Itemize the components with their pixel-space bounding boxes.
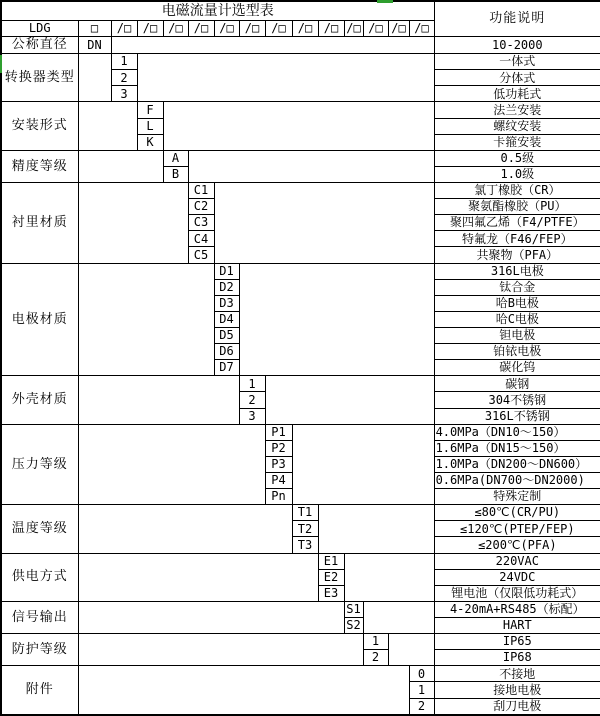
- code-cell: T3: [292, 537, 318, 553]
- code-cell: 1: [111, 54, 137, 70]
- description-cell: 特氟龙（F46/FEP）: [434, 231, 600, 247]
- code-box: /□: [409, 20, 434, 36]
- code-cell: D5: [214, 328, 239, 344]
- description-cell: 0.6MPa(DN700～DN2000): [434, 472, 600, 488]
- description-cell: 刮刀电极: [434, 698, 600, 715]
- spacer-cell: [344, 553, 434, 601]
- category-cell: 衬里材质: [1, 183, 78, 264]
- description-cell: ≤120℃(PTEP/FEP): [434, 521, 600, 537]
- description-cell: 螺纹安装: [434, 118, 600, 134]
- code-cell: L: [137, 118, 163, 134]
- description-cell: 特殊定制: [434, 489, 600, 505]
- code-box: /□: [239, 20, 265, 36]
- scan-artifact: [0, 55, 2, 73]
- spacer-cell: [111, 36, 434, 53]
- code-cell: 1: [239, 376, 265, 392]
- code-cell: D2: [214, 279, 239, 295]
- code-cell: 3: [111, 86, 137, 102]
- description-cell: ≤80℃(CR/PU): [434, 505, 600, 521]
- category-cell: 公称直径: [1, 36, 78, 53]
- description-cell: 锂电池（仅限低功耗式）: [434, 585, 600, 601]
- spacer-cell: [292, 424, 434, 505]
- code-cell: S2: [344, 617, 363, 633]
- description-cell: 哈C电极: [434, 311, 600, 327]
- description-cell: 聚氨酯橡胶（PU）: [434, 199, 600, 215]
- description-cell: 接地电极: [434, 682, 600, 698]
- code-cell: P2: [265, 440, 292, 456]
- code-box: /□: [363, 20, 388, 36]
- description-cell: 316L不锈钢: [434, 408, 600, 424]
- code-box: /□: [265, 20, 292, 36]
- code-box: /□: [188, 20, 214, 36]
- spacer-cell: [318, 505, 434, 553]
- code-box: /□: [292, 20, 318, 36]
- scan-artifact: [377, 0, 393, 3]
- spacer-cell: [363, 601, 434, 633]
- code-cell: 0: [409, 666, 434, 682]
- spacer-cell: [163, 102, 434, 150]
- description-cell: 氯丁橡胶（CR）: [434, 183, 600, 199]
- code-cell: C2: [188, 199, 214, 215]
- code-cell: T1: [292, 505, 318, 521]
- spacer-cell: [137, 54, 434, 102]
- code-cell: DN: [78, 36, 111, 53]
- spacer-cell: [78, 183, 188, 264]
- code-cell: P1: [265, 424, 292, 440]
- code-cell: P3: [265, 456, 292, 472]
- spacer-cell: [78, 54, 111, 102]
- code-cell: C4: [188, 231, 214, 247]
- spacer-cell: [388, 634, 434, 666]
- code-cell: A: [163, 150, 188, 166]
- category-cell: 电极材质: [1, 263, 78, 376]
- code-cell: C1: [188, 183, 214, 199]
- spacer-cell: [78, 634, 363, 666]
- spacer-cell: [78, 553, 318, 601]
- description-cell: 碳钢: [434, 376, 600, 392]
- spacer-cell: [265, 376, 434, 424]
- description-cell: 10-2000: [434, 36, 600, 53]
- code-cell: D1: [214, 263, 239, 279]
- code-box: /□: [137, 20, 163, 36]
- description-cell: 4-20mA+RS485（标配）: [434, 601, 600, 617]
- function-column-header: 功能说明: [434, 1, 600, 36]
- code-box: /□: [344, 20, 363, 36]
- code-box: /□: [388, 20, 409, 36]
- code-cell: 1: [409, 682, 434, 698]
- code-cell: B: [163, 166, 188, 182]
- code-cell: P4: [265, 472, 292, 488]
- description-cell: 碳化钨: [434, 360, 600, 376]
- category-cell: 压力等级: [1, 424, 78, 505]
- code-cell: C3: [188, 215, 214, 231]
- spacer-cell: [78, 102, 137, 150]
- description-cell: 不接地: [434, 666, 600, 682]
- spacer-cell: [78, 505, 292, 553]
- description-cell: 220VAC: [434, 553, 600, 569]
- code-cell: S1: [344, 601, 363, 617]
- code-cell: F: [137, 102, 163, 118]
- description-cell: HART: [434, 617, 600, 633]
- code-cell: K: [137, 134, 163, 150]
- description-cell: 分体式: [434, 70, 600, 86]
- code-cell: D4: [214, 311, 239, 327]
- description-cell: 哈B电极: [434, 295, 600, 311]
- description-cell: 法兰安装: [434, 102, 600, 118]
- code-cell: E2: [318, 569, 344, 585]
- code-cell: D3: [214, 295, 239, 311]
- description-cell: 1.0级: [434, 166, 600, 182]
- category-cell: 温度等级: [1, 505, 78, 553]
- description-cell: IP68: [434, 650, 600, 666]
- code-cell: 3: [239, 408, 265, 424]
- code-box: /□: [163, 20, 188, 36]
- code-cell: 2: [363, 650, 388, 666]
- code-cell: 2: [409, 698, 434, 715]
- description-cell: 4.0MPa（DN10～150）: [434, 424, 600, 440]
- code-box: /□: [214, 20, 239, 36]
- description-cell: 铂铱电极: [434, 344, 600, 360]
- code-cell: 1: [363, 634, 388, 650]
- spacer-cell: [78, 263, 214, 376]
- spacer-cell: [78, 424, 265, 505]
- category-cell: 转换器类型: [1, 54, 78, 102]
- code-cell: D6: [214, 344, 239, 360]
- code-cell: 2: [111, 70, 137, 86]
- description-cell: 低功耗式: [434, 86, 600, 102]
- description-cell: 聚四氟乙烯（F4/PTFE）: [434, 215, 600, 231]
- category-cell: 防护等级: [1, 634, 78, 666]
- code-cell: 2: [239, 392, 265, 408]
- category-cell: 安装形式: [1, 102, 78, 150]
- spacer-cell: [214, 183, 434, 264]
- spacer-cell: [78, 376, 239, 424]
- description-cell: 1.0MPa（DN200～DN600）: [434, 456, 600, 472]
- description-cell: 共聚物（PFA）: [434, 247, 600, 263]
- spacer-cell: [78, 601, 344, 633]
- spacer-cell: [239, 263, 434, 376]
- code-cell: T2: [292, 521, 318, 537]
- code-cell: E3: [318, 585, 344, 601]
- description-cell: 1.6MPa（DN15～150）: [434, 440, 600, 456]
- category-cell: 附件: [1, 666, 78, 715]
- description-cell: 钛合金: [434, 279, 600, 295]
- category-cell: 供电方式: [1, 553, 78, 601]
- code-box: /□: [318, 20, 344, 36]
- description-cell: 24VDC: [434, 569, 600, 585]
- category-cell: 外壳材质: [1, 376, 78, 424]
- code-cell: E1: [318, 553, 344, 569]
- description-cell: 卡箍安装: [434, 134, 600, 150]
- spacer-cell: [78, 150, 163, 182]
- code-cell: C5: [188, 247, 214, 263]
- category-cell: 信号输出: [1, 601, 78, 633]
- description-cell: ≤200℃(PFA): [434, 537, 600, 553]
- code-cell: Pn: [265, 489, 292, 505]
- description-cell: 316L电极: [434, 263, 600, 279]
- description-cell: 304不锈钢: [434, 392, 600, 408]
- category-cell: 精度等级: [1, 150, 78, 182]
- code-box: □: [78, 20, 111, 36]
- description-cell: 一体式: [434, 54, 600, 70]
- description-cell: 0.5级: [434, 150, 600, 166]
- code-cell: D7: [214, 360, 239, 376]
- description-cell: IP65: [434, 634, 600, 650]
- spacer-cell: [188, 150, 434, 182]
- description-cell: 钽电极: [434, 328, 600, 344]
- table-title: 电磁流量计选型表: [1, 1, 434, 20]
- code-box: /□: [111, 20, 137, 36]
- spacer-cell: [78, 666, 409, 715]
- model-prefix: LDG: [1, 20, 78, 36]
